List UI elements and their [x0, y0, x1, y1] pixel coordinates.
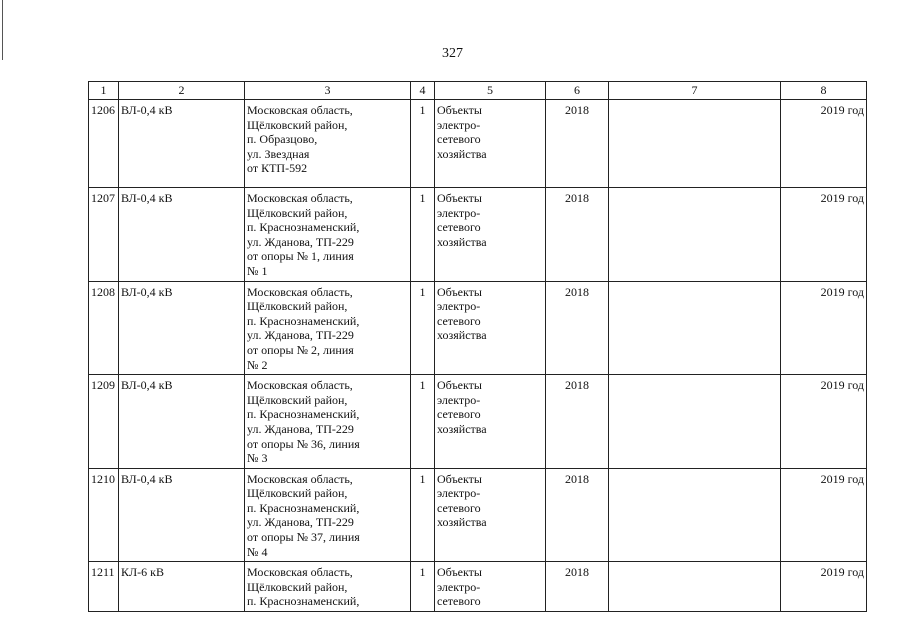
table-row [89, 188, 867, 282]
object-quantity: 1 [411, 281, 435, 375]
object-year: 2018 [546, 100, 609, 188]
object-type: Объекты электро- сетевого хозяйства [435, 100, 546, 188]
table-row [89, 281, 867, 375]
object-name: КЛ-6 кВ [119, 562, 245, 612]
object-quantity: 1 [411, 468, 435, 562]
table-row [89, 562, 867, 612]
object-address: Московская область, Щёлковский район, п. Краснознаменский, ул. Жданова, ТП-229 от опоры № 37, линия № 4 [245, 468, 411, 562]
column-7-cell [609, 375, 781, 469]
row-number: 1211 [89, 562, 119, 612]
header-row [89, 82, 867, 100]
object-type: Объекты электро- сетевого хозяйства [435, 188, 546, 282]
object-quantity: 1 [411, 562, 435, 612]
object-name: ВЛ-0,4 кВ [119, 100, 245, 188]
column-7-cell [609, 100, 781, 188]
row-number: 1208 [89, 281, 119, 375]
object-type: Объекты электро- сетевого хозяйства [435, 281, 546, 375]
object-name: ВЛ-0,4 кВ [119, 188, 245, 282]
row-number: 1210 [89, 468, 119, 562]
object-quantity: 1 [411, 375, 435, 469]
object-type: Объекты электро- сетевого хозяйства [435, 375, 546, 469]
object-quantity: 1 [411, 188, 435, 282]
table-row [89, 375, 867, 469]
object-term: 2019 год [781, 188, 867, 282]
object-address: Московская область, Щёлковский район, п. Образцово, ул. Звездная от КТП-592 [245, 100, 411, 188]
column-header: 5 [435, 82, 546, 100]
object-term: 2019 год [781, 100, 867, 188]
object-term: 2019 год [781, 562, 867, 612]
column-header: 3 [245, 82, 411, 100]
column-7-cell [609, 188, 781, 282]
row-number: 1207 [89, 188, 119, 282]
object-address: Московская область, Щёлковский район, п. Краснознаменский, ул. Жданова, ТП-229 от опоры № 2, линия № 2 [245, 281, 411, 375]
column-7-cell [609, 281, 781, 375]
table-row [89, 100, 867, 188]
object-name: ВЛ-0,4 кВ [119, 468, 245, 562]
object-name: ВЛ-0,4 кВ [119, 281, 245, 375]
column-header: 6 [546, 82, 609, 100]
column-header: 1 [89, 82, 119, 100]
object-address: Московская область, Щёлковский район, п. Краснознаменский, ул. Жданова, ТП-229 от опоры № 36, линия № 3 [245, 375, 411, 469]
object-year: 2018 [546, 562, 609, 612]
object-year: 2018 [546, 188, 609, 282]
column-header: 7 [609, 82, 781, 100]
object-year: 2018 [546, 375, 609, 469]
object-term: 2019 год [781, 468, 867, 562]
object-term: 2019 год [781, 375, 867, 469]
object-year: 2018 [546, 281, 609, 375]
object-year: 2018 [546, 468, 609, 562]
object-type: Объекты электро- сетевого [435, 562, 546, 612]
column-7-cell [609, 468, 781, 562]
registry-table [88, 81, 867, 612]
column-7-cell [609, 562, 781, 612]
column-header: 2 [119, 82, 245, 100]
row-number: 1206 [89, 100, 119, 188]
page-number: 327 [442, 46, 463, 61]
object-term: 2019 год [781, 281, 867, 375]
object-address: Московская область, Щёлковский район, п. Краснознаменский, [245, 562, 411, 612]
object-quantity: 1 [411, 100, 435, 188]
object-type: Объекты электро- сетевого хозяйства [435, 468, 546, 562]
object-address: Московская область, Щёлковский район, п. Краснознаменский, ул. Жданова, ТП-229 от опоры № 1, линия № 1 [245, 188, 411, 282]
row-number: 1209 [89, 375, 119, 469]
table-row [89, 468, 867, 562]
column-header: 8 [781, 82, 867, 100]
column-header: 4 [411, 82, 435, 100]
object-name: ВЛ-0,4 кВ [119, 375, 245, 469]
